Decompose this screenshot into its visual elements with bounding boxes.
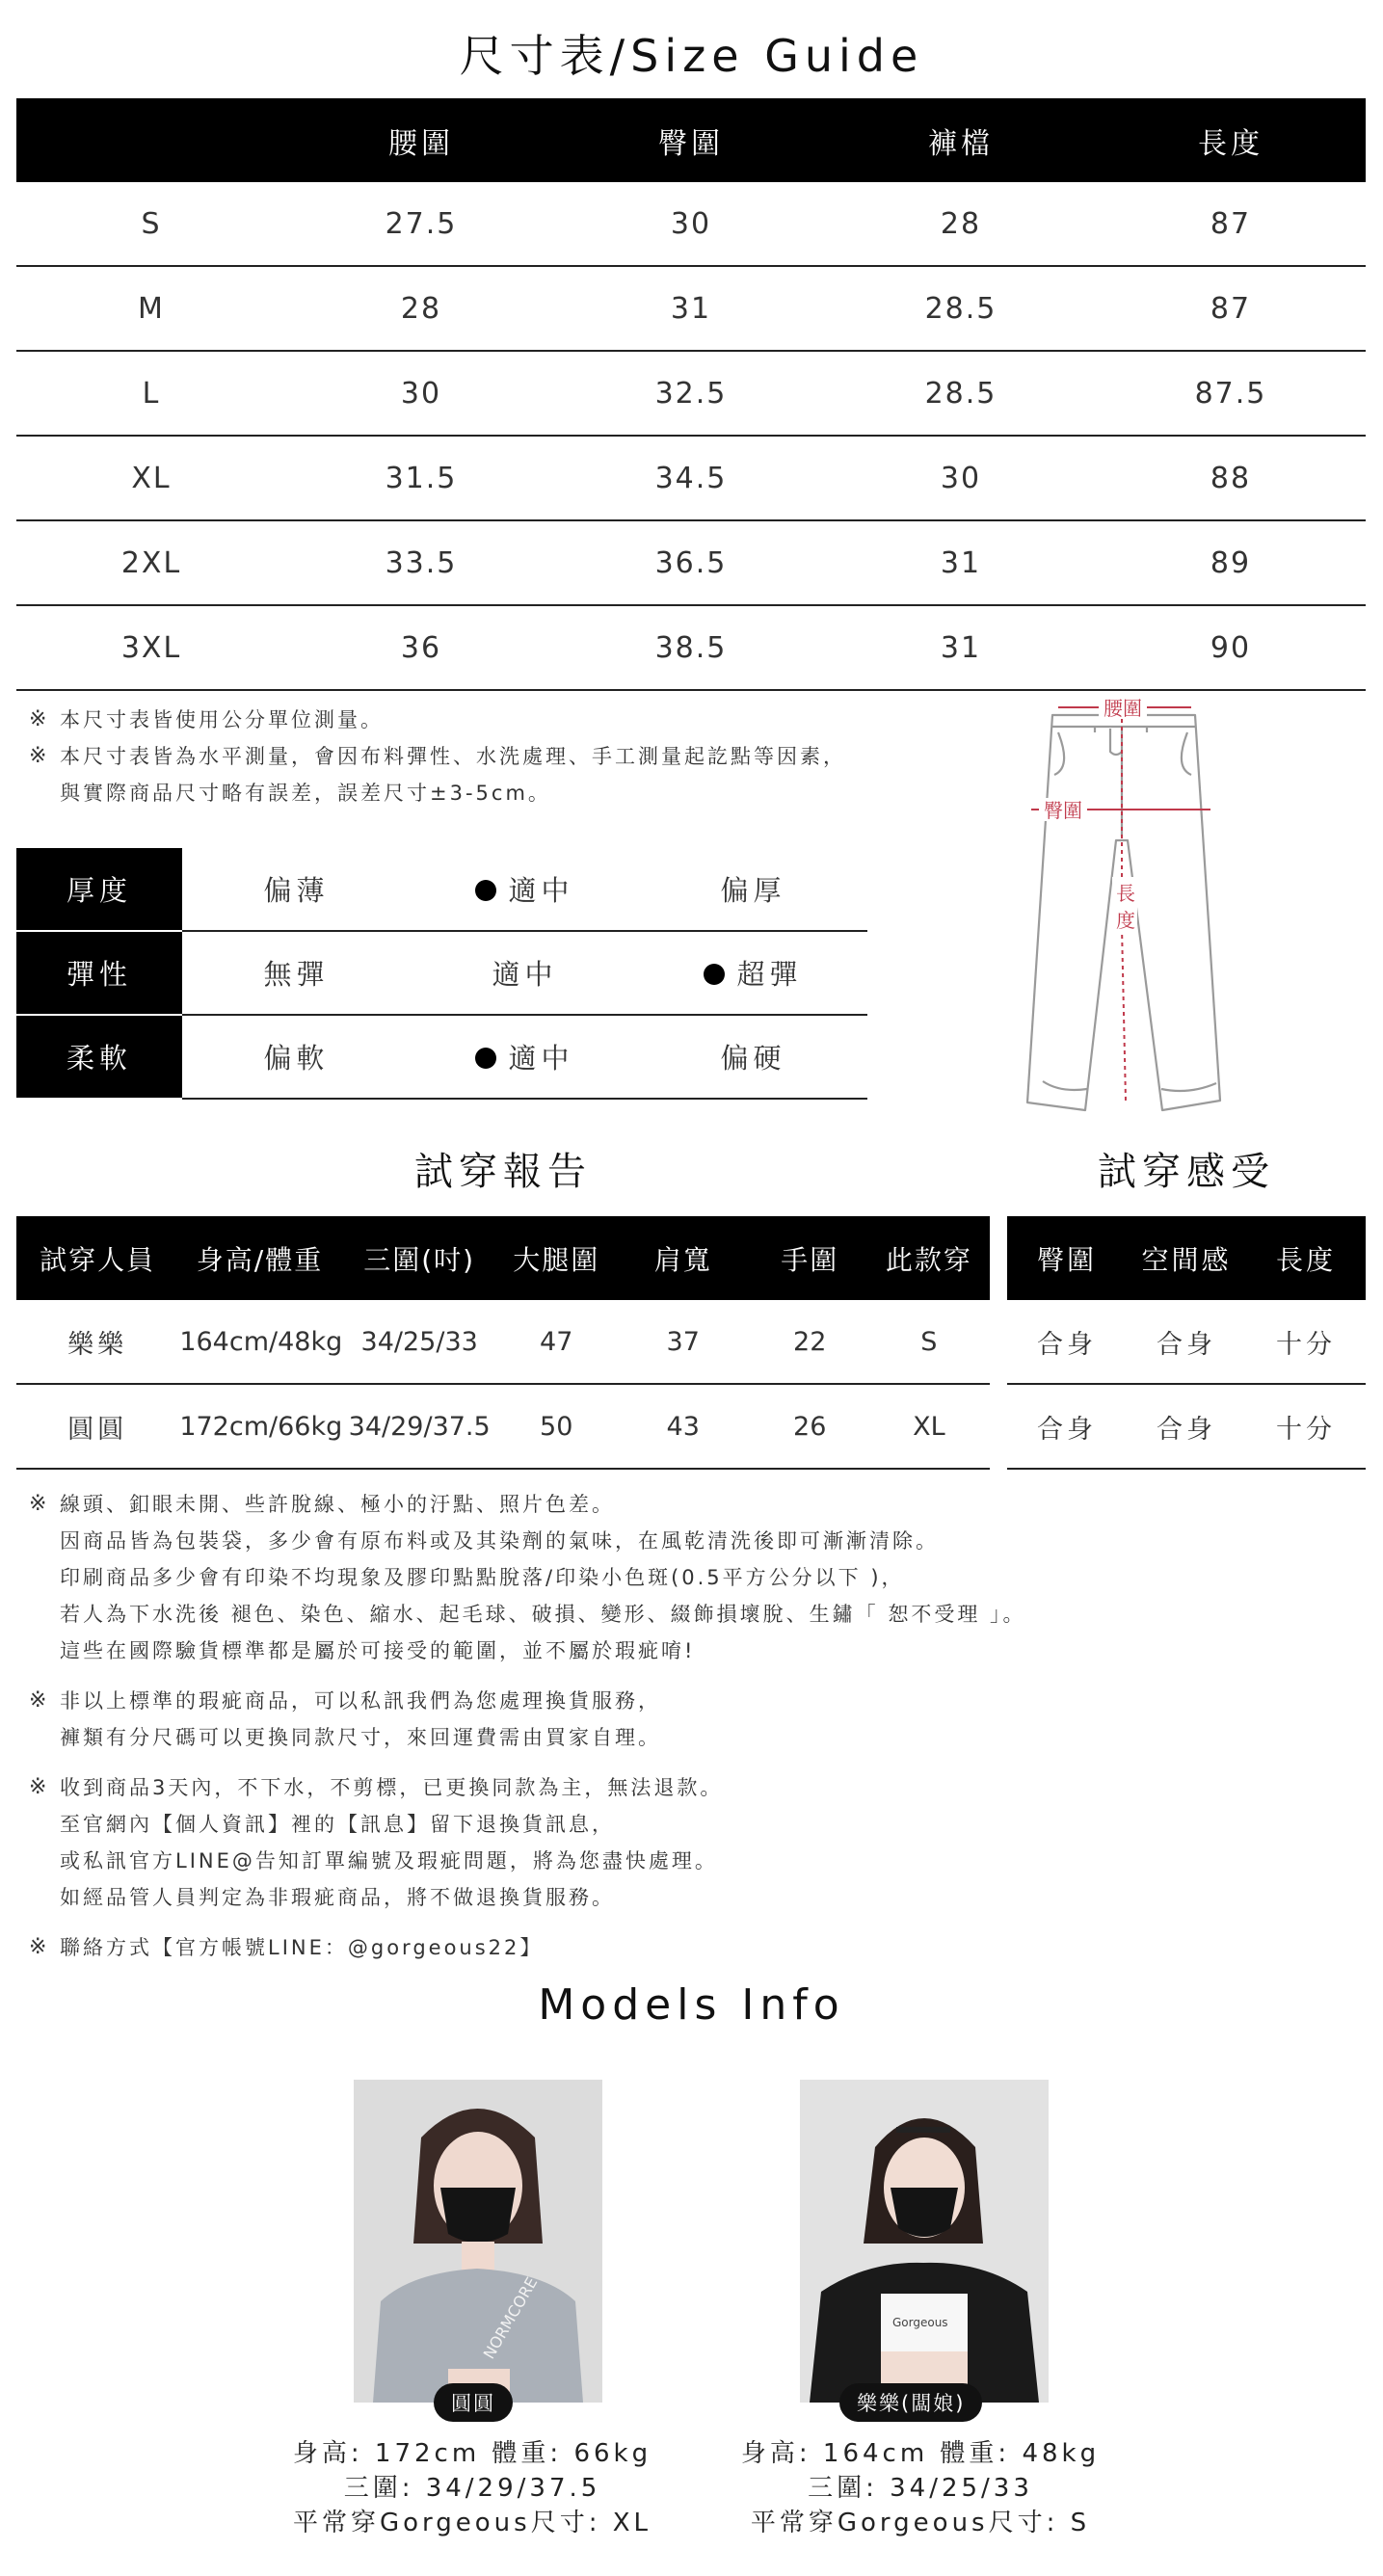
size-row	[16, 605, 1366, 690]
report-header-cell: 肩寬	[615, 1216, 752, 1300]
model-photo-yuanyuan	[354, 2080, 602, 2403]
selected-dot-icon	[475, 1048, 496, 1069]
policy-row	[29, 1683, 1359, 1719]
report-cell: 43	[615, 1384, 752, 1469]
try-feel-header-cell: 臀圍	[1007, 1216, 1127, 1300]
size-cell: 87.5	[1096, 351, 1366, 436]
size-cell: 90	[1096, 605, 1366, 690]
report-cell: 172cm/66kg	[178, 1384, 340, 1469]
policy-text: 因商品皆為包裝袋，多少會有原布料或及其染劑的氣味，在風乾清洗後即可漸漸清除。	[60, 1529, 939, 1553]
size-cell: XL	[16, 436, 286, 520]
note-mark: ※	[29, 1688, 50, 1713]
policy-text: 褲類有分尺碼可以更換同款尺寸，來回運費需由買家自理。	[60, 1726, 661, 1749]
pants-measurement-diagram	[1002, 686, 1243, 1120]
report-cell: 圓圓	[16, 1384, 178, 1469]
model-height-weight: 身高: 172cm 體重: 66kg	[292, 2439, 652, 2468]
model-info-lele	[718, 2436, 1123, 2540]
size-notes	[29, 702, 993, 811]
feel-option	[182, 931, 411, 1015]
feel-option-text: 超彈	[736, 958, 803, 991]
policy-text: 或私訊官方LINE@告知訂單編號及瑕疵問題，將為您盡快處理。	[60, 1849, 718, 1872]
size-table-header	[16, 98, 1366, 182]
size-cell: M	[16, 266, 286, 351]
report-cell: 50	[498, 1384, 615, 1469]
size-cell: 36.5	[556, 520, 826, 605]
try-feel-cell: 十分	[1246, 1384, 1366, 1469]
size-cell: 30	[286, 351, 556, 436]
model-name-tag: 圓圓	[434, 2383, 513, 2422]
size-cell: 28	[826, 182, 1096, 266]
note-row	[29, 738, 993, 775]
policy-text: 印刷商品多少會有印染不均現象及膠印點點脫落/印染小色斑(0.5平方公分以下 )，	[60, 1566, 905, 1589]
size-cell: 31.5	[286, 436, 556, 520]
size-cell: 87	[1096, 182, 1366, 266]
feel-option	[182, 848, 411, 931]
policy-text: 非以上標準的瑕疵商品，可以私訊我們為您處理換貨服務，	[60, 1689, 661, 1713]
try-feel-cell: 合身	[1007, 1384, 1127, 1469]
model-name-tag: 樂樂(闆娘)	[839, 2383, 982, 2422]
note-text: 本尺寸表皆為水平測量，會因布料彈性、水洗處理、手工測量起訖點等因素，	[60, 745, 846, 768]
feel-row	[16, 1015, 867, 1099]
feel-option-text: 無彈	[263, 958, 330, 991]
try-feel-header	[1007, 1216, 1366, 1300]
note-row	[29, 702, 993, 738]
feel-option-text: 偏薄	[263, 874, 330, 907]
note-text: 與實際商品尺寸略有誤差，誤差尺寸±3-5cm。	[60, 782, 551, 805]
try-feel-title: 試穿感受	[1098, 1150, 1275, 1194]
report-header-cell: 手圍	[752, 1216, 868, 1300]
feel-option	[639, 848, 867, 931]
report-cell: 34/25/33	[341, 1300, 498, 1384]
size-cell: 31	[556, 266, 826, 351]
size-header-cell: 褲檔	[826, 98, 1096, 182]
feel-label: 柔軟	[16, 1015, 182, 1099]
report-title: 試穿報告	[414, 1150, 592, 1194]
report-row	[16, 1300, 990, 1384]
size-header-cell: 臀圍	[556, 98, 826, 182]
try-feel-cell: 合身	[1127, 1300, 1246, 1384]
report-cell: S	[868, 1300, 990, 1384]
size-cell: 28.5	[826, 266, 1096, 351]
policy-text: 收到商品3天內，不下水，不剪標，已更換同款為主，無法退款。	[60, 1776, 724, 1799]
selected-dot-icon	[704, 964, 725, 985]
size-cell: 38.5	[556, 605, 826, 690]
size-table	[16, 98, 1366, 691]
feel-row	[16, 848, 867, 931]
policy-notes	[29, 1486, 1359, 1966]
model-photo-lele	[800, 2080, 1049, 2403]
size-header-cell	[16, 98, 286, 182]
report-cell: 164cm/48kg	[178, 1300, 340, 1384]
policy-text: 若人為下水洗後 褪色、染色、縮水、起毛球、破損、變形、綴飾損壞脫、生鏽「 恕不受理 」。	[60, 1603, 1026, 1626]
size-row	[16, 436, 1366, 520]
report-cell: 樂樂	[16, 1300, 178, 1384]
note-mark: ※	[29, 1492, 50, 1516]
note-row	[29, 775, 993, 811]
note-mark: ※	[29, 744, 50, 768]
size-cell: 88	[1096, 436, 1366, 520]
size-row	[16, 351, 1366, 436]
feel-option-text: 偏軟	[263, 1042, 330, 1075]
note-mark: ※	[29, 1775, 50, 1799]
size-cell: 30	[826, 436, 1096, 520]
size-header-cell: 腰圍	[286, 98, 556, 182]
size-cell: 32.5	[556, 351, 826, 436]
size-cell: 33.5	[286, 520, 556, 605]
contact-text: 聯絡方式【官方帳號LINE：@gorgeous22】	[60, 1936, 544, 1959]
feel-option	[182, 1015, 411, 1099]
size-cell: 34.5	[556, 436, 826, 520]
model-usual-size: 平常穿Gorgeous尺寸: XL	[292, 2509, 652, 2537]
size-cell: 89	[1096, 520, 1366, 605]
note-mark: ※	[29, 1935, 50, 1959]
size-row	[16, 520, 1366, 605]
report-header-cell: 大腿圍	[498, 1216, 615, 1300]
report-row	[16, 1384, 990, 1469]
policy-text: 線頭、釦眼未開、些許脫線、極小的汙點、照片色差。	[60, 1493, 615, 1516]
feel-option-text: 適中	[508, 874, 574, 907]
policy-row	[29, 1486, 1359, 1523]
try-feel-cell: 合身	[1127, 1384, 1246, 1469]
report-header-cell: 此款穿	[868, 1216, 990, 1300]
size-row	[16, 266, 1366, 351]
shirt-print-text: NORMCORE	[479, 2273, 542, 2362]
feel-label: 彈性	[16, 931, 182, 1015]
size-cell: 3XL	[16, 605, 286, 690]
try-feel-table	[1007, 1216, 1366, 1470]
report-header-cell: 身高/體重	[178, 1216, 340, 1300]
size-guide-title: 尺寸表/Size Guide	[459, 30, 924, 82]
diagram-length-label: 度	[1116, 909, 1135, 932]
size-cell: 27.5	[286, 182, 556, 266]
try-feel-header-cell: 空間感	[1127, 1216, 1246, 1300]
try-feel-row	[1007, 1300, 1366, 1384]
feel-option-text: 適中	[492, 958, 558, 991]
size-cell: S	[16, 182, 286, 266]
try-feel-cell: 十分	[1246, 1300, 1366, 1384]
feel-option-text: 適中	[508, 1042, 574, 1075]
model-measurements: 三圍: 34/25/33	[808, 2474, 1033, 2503]
policy-text: 如經品管人員判定為非瑕疵商品，將不做退換貨服務。	[60, 1886, 615, 1909]
try-feel-row	[1007, 1384, 1366, 1469]
feel-option	[411, 931, 639, 1015]
diagram-length-label: 長	[1116, 882, 1135, 905]
note-mark: ※	[29, 707, 50, 731]
report-cell: 37	[615, 1300, 752, 1384]
selected-dot-icon	[475, 880, 496, 901]
size-cell: 28	[286, 266, 556, 351]
size-header-cell: 長度	[1096, 98, 1366, 182]
note-text: 本尺寸表皆使用公分單位測量。	[60, 708, 384, 731]
size-cell: 31	[826, 605, 1096, 690]
size-cell: 2XL	[16, 520, 286, 605]
shirt-print-text: Gorgeous	[892, 2316, 948, 2329]
feel-option-selected	[411, 848, 639, 931]
feel-option-text: 偏硬	[720, 1042, 786, 1075]
model-usual-size: 平常穿Gorgeous尺寸: S	[750, 2509, 1091, 2537]
report-header-cell: 試穿人員	[16, 1216, 178, 1300]
model-info-yuanyuan	[270, 2436, 675, 2540]
policy-text: 這些在國際驗貨標準都是屬於可接受的範圍，並不屬於瑕疵唷!	[60, 1639, 696, 1662]
size-cell: 30	[556, 182, 826, 266]
report-cell: XL	[868, 1384, 990, 1469]
size-cell: 36	[286, 605, 556, 690]
model-measurements: 三圍: 34/29/37.5	[343, 2474, 601, 2503]
try-feel-header-cell: 長度	[1246, 1216, 1366, 1300]
model-height-weight: 身高: 164cm 體重: 48kg	[740, 2439, 1101, 2468]
size-cell: 28.5	[826, 351, 1096, 436]
feel-row	[16, 931, 867, 1015]
diagram-hip-label: 臀圍	[1044, 799, 1082, 822]
feel-label: 厚度	[16, 848, 182, 931]
feel-option-text: 偏厚	[720, 874, 786, 907]
report-header	[16, 1216, 990, 1300]
policy-row	[29, 1929, 1359, 1966]
report-cell: 47	[498, 1300, 615, 1384]
size-cell: 31	[826, 520, 1096, 605]
size-cell: L	[16, 351, 286, 436]
try-feel-cell: 合身	[1007, 1300, 1127, 1384]
size-cell: 87	[1096, 266, 1366, 351]
feel-option	[639, 1015, 867, 1099]
models-info-title: Models Info	[538, 1980, 845, 2030]
report-cell: 26	[752, 1384, 868, 1469]
report-cell: 22	[752, 1300, 868, 1384]
policy-text: 至官網內【個人資訊】裡的【訊息】留下退換貨訊息，	[60, 1813, 615, 1836]
report-cell: 34/29/37.5	[341, 1384, 498, 1469]
feel-option-selected	[639, 931, 867, 1015]
size-row	[16, 182, 1366, 266]
try-on-report-table	[16, 1216, 990, 1470]
policy-row	[29, 1769, 1359, 1806]
fabric-feel-table	[16, 848, 867, 1100]
report-header-cell: 三圍(吋)	[341, 1216, 498, 1300]
diagram-waist-label: 腰圍	[1104, 697, 1142, 720]
feel-option-selected	[411, 1015, 639, 1099]
